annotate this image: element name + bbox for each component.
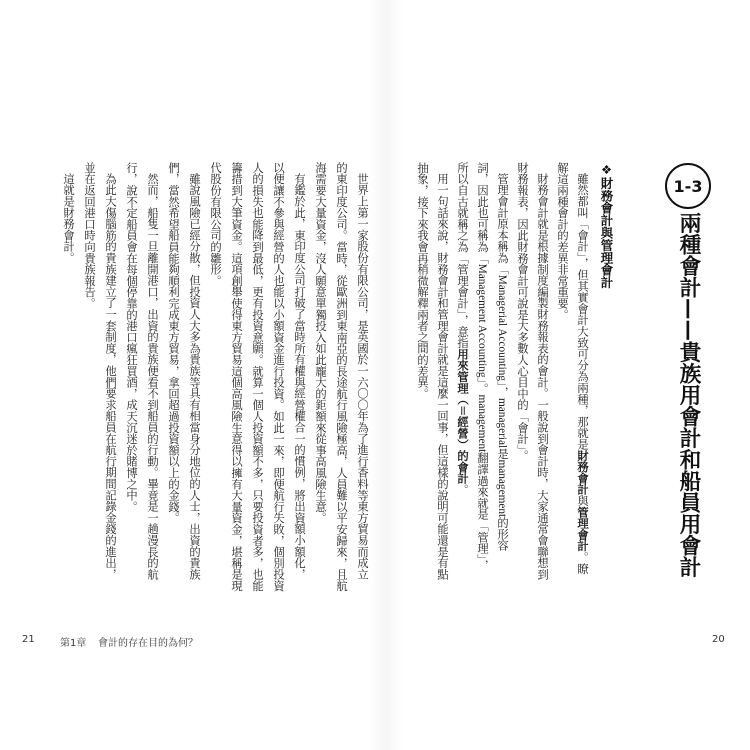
body-line: 並在返回港口時向貴族報告。 (83, 162, 95, 309)
body-line: 抽象，接下來我會再稍微解釋兩者之間的差異。 (416, 162, 428, 400)
chapter-label: 第1章 (60, 638, 87, 649)
subheading: ❖財務會計與管理會計 (599, 162, 614, 289)
body-line: 財務報表，因此財務會計可說是大多數人心目中的「會計」。 (516, 162, 528, 462)
body-line: 為此大傷腦筋的貴族建立了一套制度，他們要求船員在航行期間記錄金錢的進出， (104, 173, 116, 581)
body-line: 人的損失也能降到最低，更有投資意願。就算一個人投資額不多，只要投資者多，也能 (251, 162, 263, 592)
text-segment: 雖然都叫「會計」，但其實會計大致可分為兩種，那就是 (576, 173, 588, 451)
body-line: 管理會計原本稱為「Managerial Accounting」，managerial是management的形容 (496, 173, 508, 552)
body-line: 有鑑於此，東印度公司打破了當時所有權與經營權合一的慣例，將出資額小額化， (293, 173, 305, 581)
body-line: 這就是財務會計。 (62, 173, 74, 264)
text-segment: 。 (456, 484, 468, 496)
body-line (452, 162, 472, 594)
text-segment: 。瞭 (576, 551, 588, 575)
right-page-body (412, 162, 592, 594)
text-segment: 與 (576, 495, 588, 507)
bold-term: 用來管理（＝經營）的會計 (456, 348, 469, 485)
left-page-number: 21 (22, 634, 35, 645)
body-line: 們，當然希望船員能夠順利完成東方貿易，拿回超過投資額以上的金錢。 (167, 162, 179, 524)
body-line: 以便讓不參與經營的人也能以小額資金進行投資。如此一來，即便航行失敗，個別投資 (272, 162, 284, 592)
body-line: 然而，船隻一旦離開港口，出資的貴族便看不到船員的行動。畢竟是一趟漫長的航 (146, 173, 158, 581)
right-page-number: 20 (712, 634, 725, 645)
bold-term: 管理會計 (576, 506, 589, 552)
left-page-body (57, 162, 372, 594)
book-gutter (368, 0, 404, 750)
body-line: 行，說不定船員會在每個停靠的港口瘋狂買酒，成天沉迷於賭博之中。 (125, 162, 137, 513)
body-line: 代股份有限公司的雛形。 (209, 162, 221, 287)
body-line: 海需要大量資金，沒人願意單獨投入如此龐大的鉅額來從事高風險生意。 (314, 162, 326, 524)
section-title: 兩種會計——貴族用會計和船員用會計 (676, 212, 701, 578)
chapter-title: 會計的存在目的為何？ (98, 638, 198, 649)
body-line: 的東印度公司。當時，從歐洲到東南亞的長途航行風險極高，人員難以平安歸來，且航 (335, 162, 347, 592)
body-line (572, 162, 592, 594)
body-line: 解這兩種會計的差異非常重要。 (556, 162, 568, 321)
body-line: 世界上第一家股份有限公司，是英國於一六〇〇年為了進行香料等東方貿易而成立 (356, 173, 368, 581)
body-line: 詞，因此也可稱為「Management Accounting」。management翻譯過來就是「管理」， (476, 162, 488, 571)
body-line: 雖說風險已經分散，但投資人大多為貴族等具有相當身分地位的人士，出資的貴族 (188, 173, 200, 581)
text-segment: 所以自古就稱之為「管理會計」，意指 (456, 162, 468, 349)
body-line: 籌措到大筆資金。這項創舉使得東方貿易這個高風險生意得以擁有大量資金，堪稱是現 (230, 162, 242, 592)
body-line: 用一句話來說，財務會計和管理會計就是這麼一回事，但這樣的說明可能還是有點 (436, 173, 448, 581)
bold-term: 財務會計 (576, 450, 589, 496)
body-line: 財務會計就是根據制度編製財務報表的會計。一般說到會計時，大家通常會聯想到 (536, 173, 548, 581)
section-number-badge: 1-3 (665, 163, 711, 209)
